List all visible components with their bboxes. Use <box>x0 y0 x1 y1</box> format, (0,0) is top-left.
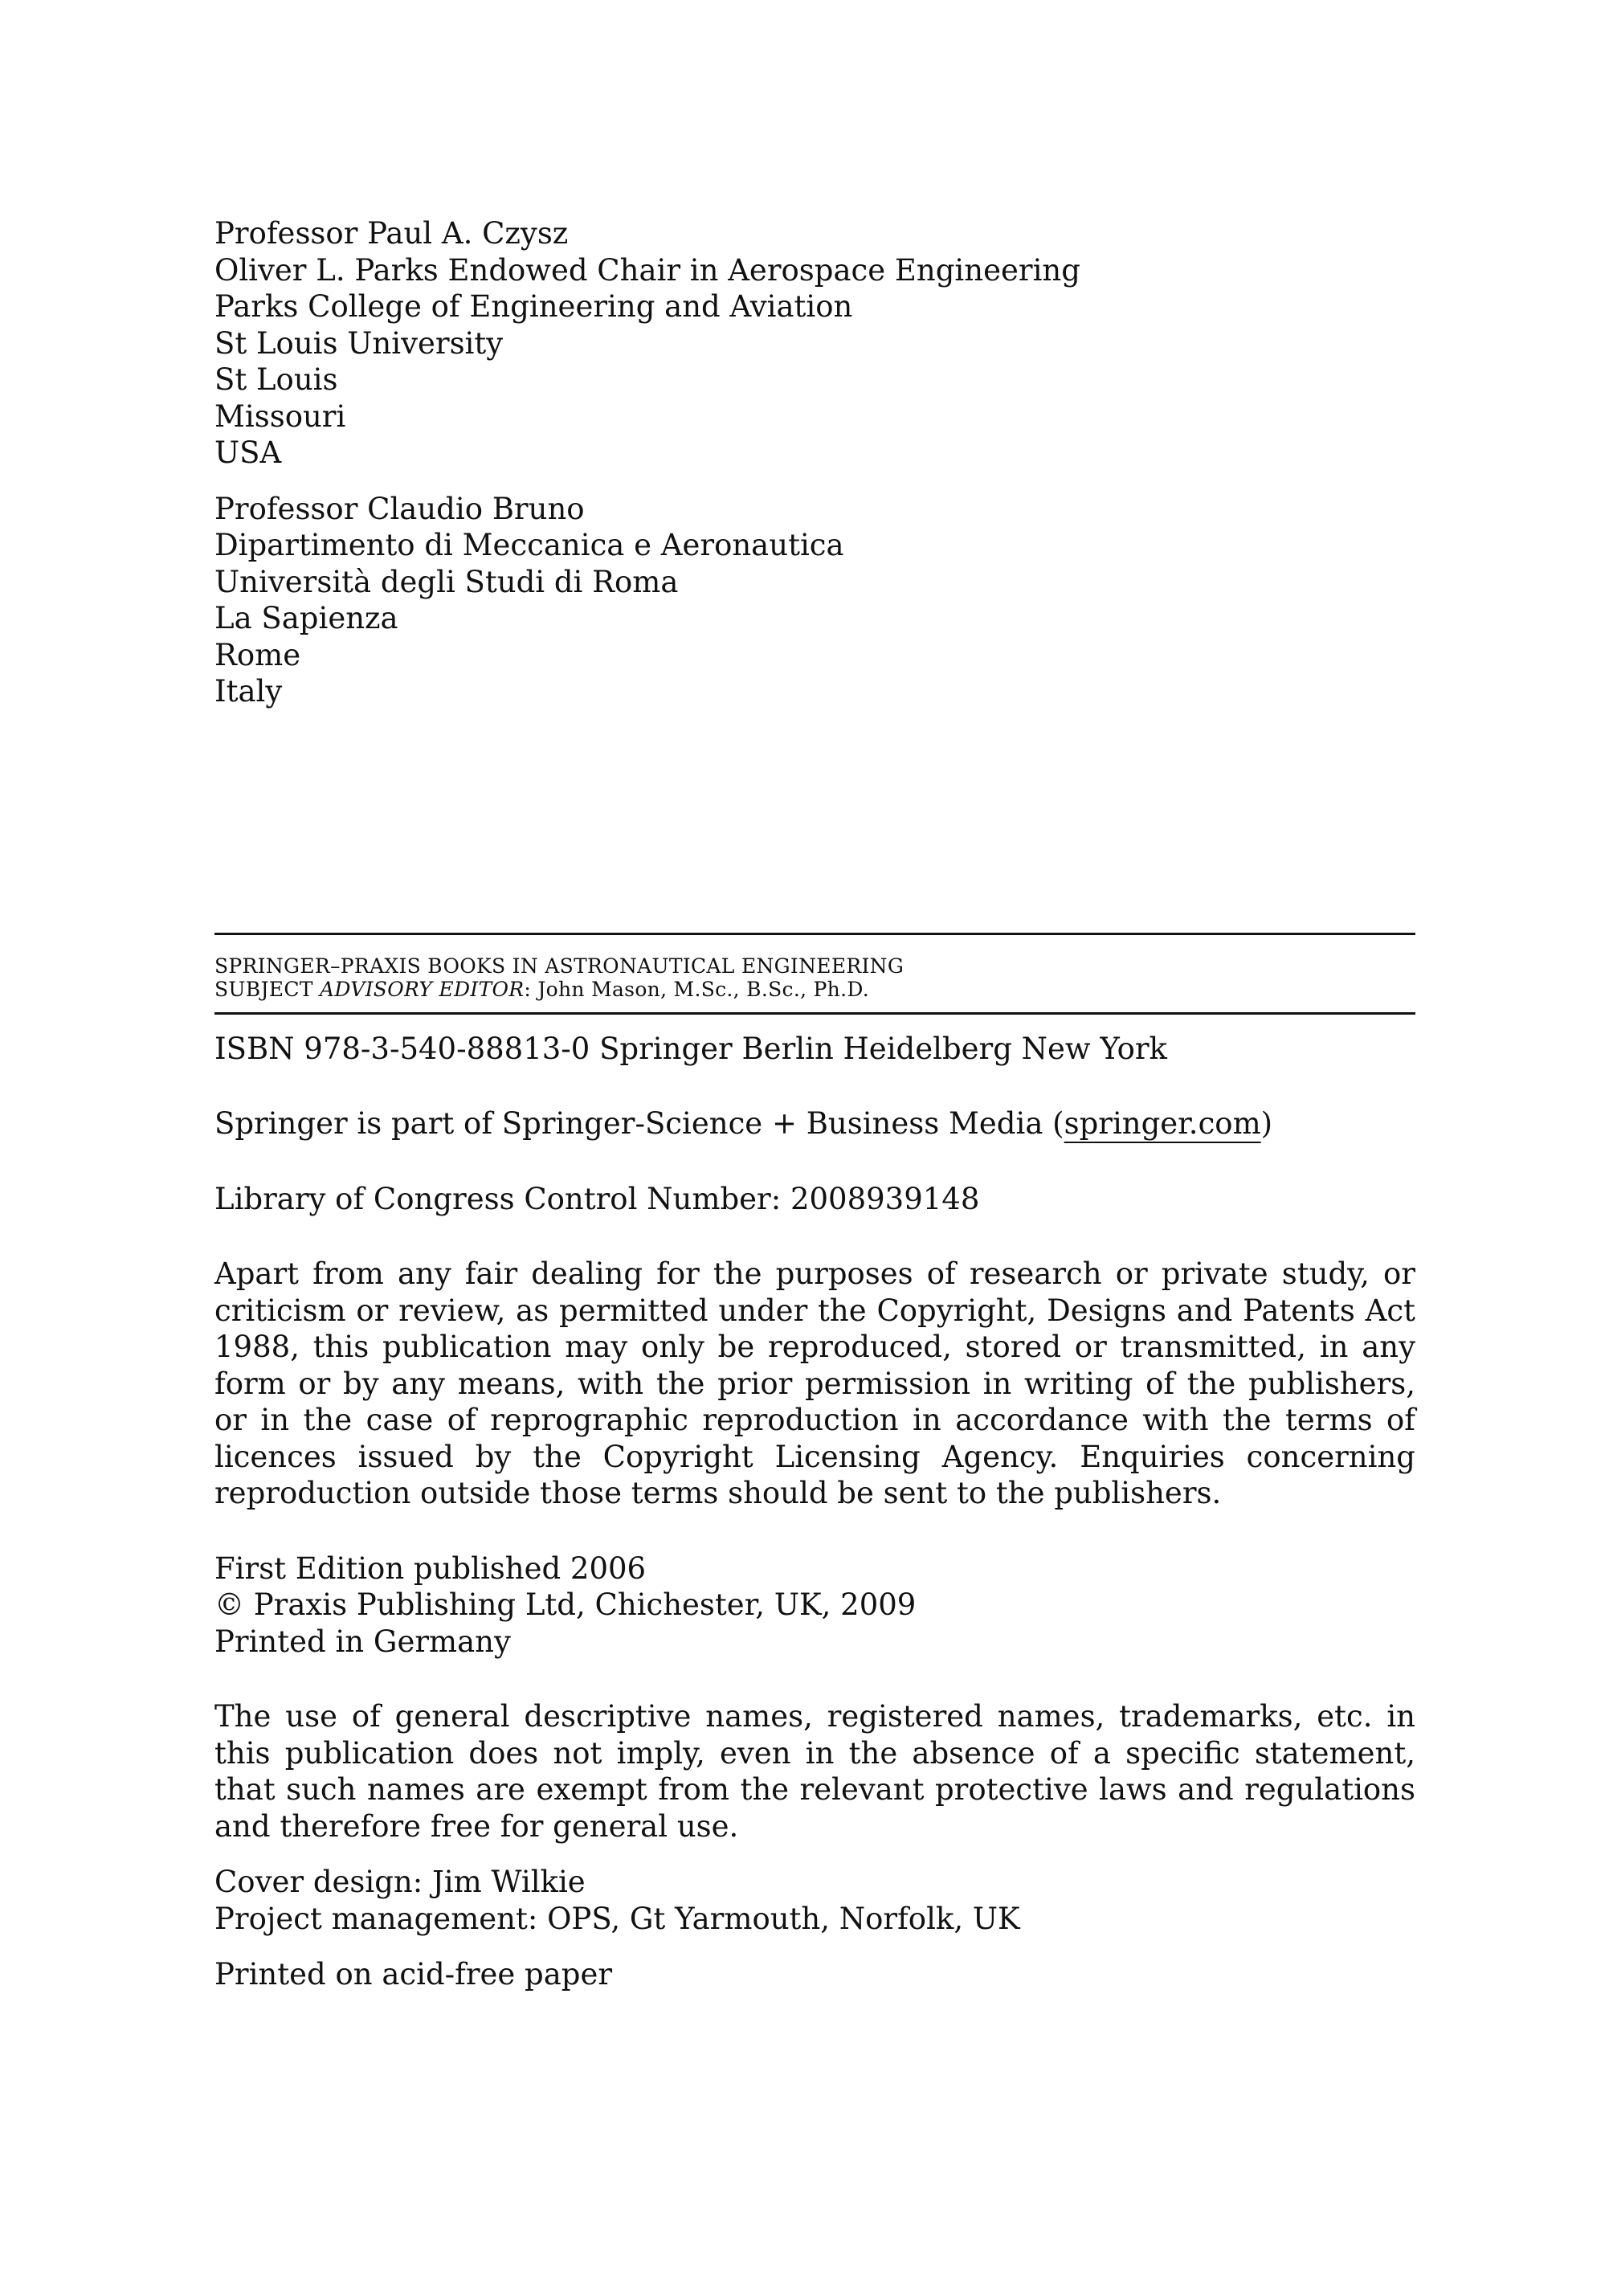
trademark-notice: The use of general descriptive names, registered names, trademarks, etc. in this publication does not imply, even in the absence of a specific statement, that such names are exempt from the relevant protective laws and regulations and therefore free for general use. <box>214 1699 1415 1844</box>
editor-name: : John Mason, M.Sc., B.Sc., Ph.D. <box>524 977 870 1001</box>
copyright-notice: Apart from any fair dealing for the purposes of research or private study, or criticism or review, as permitted under the Copyright, Designs and Patents Act 1988, this publication may only be reproduced, stored or transmitted, in any form or by any means, with the prior permission in writing of the publishers, or in the case of reprographic reproduction in accordance with the terms of licences issued by the Copyright Licensing Agency. Enquiries concerning reproduction outside those terms should be sent to the publishers. <box>214 1256 1415 1510</box>
cover-design: Cover design: Jim Wilkie <box>214 1865 586 1899</box>
author-line: Dipartimento di Meccanica e Aeronautica <box>214 528 844 562</box>
author-line: Oliver L. Parks Endowed Chair in Aerospace Engineering <box>214 252 1080 288</box>
author-line: Rome <box>214 637 301 672</box>
bottom-rule <box>214 1012 1415 1015</box>
series-editor <box>214 978 1415 1001</box>
author-address-2 <box>214 491 1415 710</box>
author-line: St Louis University <box>214 325 504 361</box>
project-management: Project management: OPS, Gt Yarmouth, Norfolk, UK <box>214 1901 1020 1936</box>
first-edition: First Edition published 2006 <box>214 1550 647 1586</box>
copyright-line: © Praxis Publishing Ltd, Chichester, UK, 2009 <box>214 1587 917 1622</box>
author-address-1 <box>214 215 1415 472</box>
springer-link[interactable]: springer.com <box>1064 1106 1261 1141</box>
author-line: Professor Paul A. Czysz <box>214 216 569 251</box>
credits <box>214 1864 1415 1937</box>
series-title: SPRINGER–PRAXIS BOOKS IN ASTRONAUTICAL ENGINEERING <box>214 954 905 978</box>
author-line: Parks College of Engineering and Aviation <box>214 289 853 324</box>
author-line: La Sapienza <box>214 601 398 635</box>
editor-role: ADVISORY EDITOR <box>320 977 525 1001</box>
edition-info <box>214 1550 1415 1661</box>
copyright-page <box>214 215 1415 1993</box>
paper-note: Printed on acid-free paper <box>214 1957 613 1992</box>
editor-prefix: SUBJECT <box>214 977 320 1001</box>
author-line: St Louis <box>214 362 338 397</box>
isbn-line: ISBN 978-3-540-88813-0 Springer Berlin Heidelberg New York <box>214 1031 1167 1066</box>
author-line: Università degli Studi di Roma <box>214 564 679 599</box>
springer-line <box>214 1105 1415 1142</box>
author-line: Missouri <box>214 398 346 434</box>
author-line: USA <box>214 435 282 470</box>
author-line: Italy <box>214 674 283 709</box>
author-line: Professor Claudio Bruno <box>214 491 585 526</box>
printed-in: Printed in Germany <box>214 1624 511 1659</box>
springer-suffix: ) <box>1260 1106 1273 1141</box>
loc-number: Library of Congress Control Number: 2008939148 <box>214 1181 980 1216</box>
springer-prefix: Springer is part of Springer-Science + Business Media ( <box>214 1106 1064 1141</box>
series-header <box>214 935 1415 1012</box>
